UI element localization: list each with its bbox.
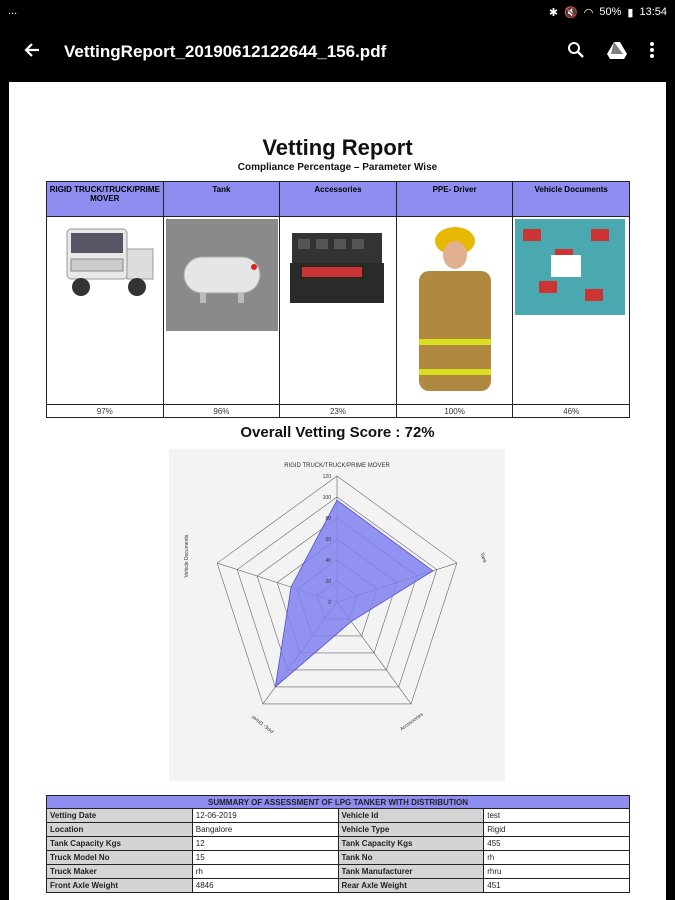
summary-label: Vetting Date xyxy=(47,809,193,823)
param-percent: 100% xyxy=(396,405,513,418)
summary-value: test xyxy=(484,809,630,823)
summary-value: 455 xyxy=(484,837,630,851)
mute-icon: 🔇 xyxy=(564,6,578,19)
summary-label: Vehicle Id xyxy=(338,809,484,823)
summary-label: Tank Capacity Kgs xyxy=(338,837,484,851)
param-header: Vehicle Documents xyxy=(513,182,630,217)
axis-label: Tank xyxy=(478,551,488,564)
summary-value: rh xyxy=(192,865,338,879)
back-arrow-icon[interactable] xyxy=(0,39,64,65)
tick-label: 120 xyxy=(322,474,331,480)
summary-value: rhru xyxy=(484,865,630,879)
radar-chart xyxy=(169,449,505,781)
summary-label: Rear Axle Weight xyxy=(338,879,484,893)
table-row xyxy=(47,837,630,851)
axis-label: Accessories xyxy=(399,711,425,733)
summary-value: rh xyxy=(484,851,630,865)
status-bar xyxy=(0,0,675,24)
axis-label: PPE- Driver xyxy=(250,713,276,734)
param-header: RIGID TRUCK/TRUCK/PRIME MOVER xyxy=(47,182,164,217)
summary-label: Tank Manufacturer xyxy=(338,865,484,879)
clock: 13:54 xyxy=(639,6,667,18)
param-percent: 96% xyxy=(163,405,280,418)
param-header: Tank xyxy=(163,182,280,217)
app-bar xyxy=(0,24,675,80)
summary-value: 12-06-2019 xyxy=(192,809,338,823)
tank-image xyxy=(166,219,278,331)
parameter-table xyxy=(46,181,630,418)
param-header: Accessories xyxy=(280,182,397,217)
pdf-page[interactable] xyxy=(9,82,666,900)
documents-image xyxy=(515,219,625,315)
notification-icons: ... xyxy=(8,5,18,17)
tick-label: 40 xyxy=(325,558,331,564)
summary-value: 12 xyxy=(192,837,338,851)
firefighter-image xyxy=(399,219,511,397)
more-options-icon[interactable] xyxy=(649,41,655,64)
summary-label: Tank Capacity Kgs xyxy=(47,837,193,851)
tick-label: 20 xyxy=(325,579,331,585)
overall-score: Overall Vetting Score : 72% xyxy=(240,424,435,441)
bluetooth-icon: ✱ xyxy=(548,6,559,19)
tick-label: 80 xyxy=(325,516,331,522)
battery-icon: ▮ xyxy=(627,6,634,19)
table-row xyxy=(47,823,630,837)
summary-value: 451 xyxy=(484,879,630,893)
axis-label: Vehicle Documents xyxy=(183,534,190,578)
param-header: PPE- Driver xyxy=(396,182,513,217)
summary-table xyxy=(46,795,630,893)
tick-label: 100 xyxy=(322,495,331,501)
summary-label: Truck Model No xyxy=(47,851,193,865)
table-row xyxy=(47,879,630,893)
toolbox-image xyxy=(282,219,394,319)
summary-label: Truck Maker xyxy=(47,865,193,879)
search-icon[interactable] xyxy=(567,41,585,64)
summary-value: Bangalore xyxy=(192,823,338,837)
radar-svg xyxy=(169,449,505,781)
wifi-icon: ◠ xyxy=(583,6,594,19)
summary-value: Rigid xyxy=(484,823,630,837)
ppe-image-cell xyxy=(396,217,513,405)
toolbox-image-cell xyxy=(280,217,397,405)
summary-value: 4846 xyxy=(192,879,338,893)
summary-heading: SUMMARY OF ASSESSMENT OF LPG TANKER WITH DISTRIBUTION xyxy=(47,796,630,809)
drive-icon[interactable] xyxy=(607,41,627,64)
summary-label: Front Axle Weight xyxy=(47,879,193,893)
documents-image-cell xyxy=(513,217,630,405)
param-percent: 46% xyxy=(513,405,630,418)
truck-image-cell xyxy=(47,217,164,405)
tick-label: 0 xyxy=(328,600,331,606)
document-title: VettingReport_20190612122644_156.pdf xyxy=(64,42,387,61)
report-subtitle: Compliance Percentage – Parameter Wise xyxy=(237,162,438,173)
table-row xyxy=(47,851,630,865)
summary-label: Location xyxy=(47,823,193,837)
param-percent: 23% xyxy=(280,405,397,418)
summary-label: Vehicle Type xyxy=(338,823,484,837)
table-row xyxy=(47,865,630,879)
tank-image-cell xyxy=(163,217,280,405)
report-title: Vetting Report xyxy=(262,135,413,160)
truck-image xyxy=(49,219,159,309)
summary-label: Tank No xyxy=(338,851,484,865)
table-row xyxy=(47,809,630,823)
chart-title: RIGID TRUCK/TRUCK/PRIME MOVER xyxy=(284,463,390,469)
param-percent: 97% xyxy=(47,405,164,418)
battery-level: 50% xyxy=(599,6,622,18)
summary-value: 15 xyxy=(192,851,338,865)
tick-label: 60 xyxy=(325,537,331,543)
